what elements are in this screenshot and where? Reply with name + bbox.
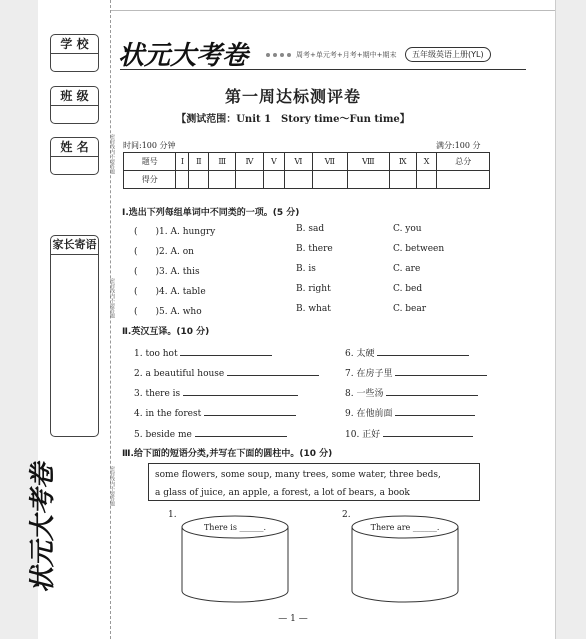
seal-note-3: 密封线内不要答题 [109,466,115,506]
translate-prompt: 9. 在他前面 [345,409,393,419]
cylinder-2[interactable] [350,514,460,604]
series-note: 周考+单元考+月考+期中+期末 [296,51,397,59]
school-label: 学 校 [51,35,98,54]
translate-prompt: 5. beside me [134,430,192,440]
translate-item [134,366,319,379]
parent-message-box [50,235,99,437]
side-logo [18,458,68,598]
answer-blank[interactable] [395,406,475,416]
score-entry[interactable] [284,171,312,189]
top-border [39,10,555,11]
score-entry[interactable] [263,171,284,189]
phrase-box [148,463,480,501]
score-cell: Ⅰ [176,153,189,171]
score-entry[interactable] [236,171,264,189]
score-table-header-row [124,153,490,171]
phrase-line-2: a glass of juice, an apple, a forest, a lot of bears, a book [155,488,410,498]
score-table-score-row [124,171,490,189]
score-entry[interactable] [389,171,416,189]
score-cell: Ⅸ [389,153,416,171]
header-rule [120,69,526,70]
header-logo [118,36,298,76]
score-entry[interactable] [416,171,437,189]
translate-item [134,406,296,419]
time-limit: 时间:100 分钟 [123,141,176,150]
score-cell: Ⅱ [189,153,209,171]
score-entry[interactable] [189,171,209,189]
answer-blank[interactable] [395,366,487,376]
seal-note-1: 密封线内不要答题 [109,134,115,174]
page-title: 第一周达标测评卷 [224,87,361,106]
translate-item [345,386,478,399]
score-cell: Ⅷ [347,153,389,171]
parent-message-label: 家长寄语 [51,236,98,255]
cylinder-2-number: 2. [342,510,351,520]
score-entry[interactable] [347,171,389,189]
translate-item [134,427,287,440]
translate-item [345,427,473,440]
translate-item [345,406,475,419]
translate-item [134,346,272,359]
answer-blank[interactable] [180,346,272,356]
seal-note-2: 密封线内不要答题 [109,278,115,318]
q5-option-b: B. what [296,304,331,314]
score-cell: 总分 [437,153,490,171]
translate-item [345,346,469,359]
score-entry[interactable] [209,171,236,189]
section-2-heading: Ⅱ.英汉互译。(10 分) [122,327,210,337]
score-cell: Ⅹ [416,153,437,171]
translate-prompt: 7. 在房子里 [345,369,393,379]
translate-prompt: 3. there is [134,389,181,399]
cylinder-2-text: There are ______. [370,523,440,532]
score-cell: Ⅳ [236,153,264,171]
cylinder-1-number: 1. [168,510,177,520]
score-cell: Ⅶ [312,153,347,171]
phrase-line-1: some flowers, some soup, many trees, some water, three beds, [155,470,441,480]
translate-prompt: 4. in the forest [134,409,202,419]
q1-option-a: ( )1. A. hungry [134,227,216,237]
q1-option-b: B. sad [296,224,325,234]
answer-blank[interactable] [386,386,478,396]
answer-blank[interactable] [227,366,319,376]
cylinder-1-text: There is ______. [203,523,267,532]
page-number: — 1 — [278,614,308,624]
translate-prompt: 8. 一些汤 [345,389,384,399]
answer-blank[interactable] [183,386,298,396]
score-cell: Ⅵ [284,153,312,171]
translate-prompt: 10. 正好 [345,430,381,440]
score-entry[interactable] [437,171,490,189]
q3-option-b: B. is [296,264,316,274]
score-table [123,152,490,189]
answer-blank[interactable] [383,427,473,437]
q3-option-c: C. are [393,264,421,274]
cylinder-1[interactable] [180,514,290,604]
score-cell: 题号 [124,153,176,171]
q2-option-a: ( )2. A. on [134,247,194,257]
score-entry[interactable] [312,171,347,189]
translate-prompt: 2. a beautiful house [134,369,225,379]
translate-item [134,386,298,399]
q2-option-c: C. between [393,244,445,254]
score-cell: Ⅴ [263,153,284,171]
answer-blank[interactable] [377,346,469,356]
grade-badge: 五年级英语上册(YL) [405,47,491,62]
q1-option-c: C. you [393,224,422,234]
section-1-heading: Ⅰ.选出下列每组单词中不同类的一项。(5 分) [122,208,300,218]
class-label: 班 级 [51,87,98,106]
header-logo-text: 状元大考卷 [118,41,249,71]
q5-option-c: C. bear [393,304,427,314]
school-box [50,34,99,72]
q4-option-c: C. bed [393,284,423,294]
score-cell: Ⅲ [209,153,236,171]
q4-option-a: ( )4. A. table [134,287,206,297]
test-scope: 【测试范围：Unit 1 Story time～Fun time】 [176,114,410,125]
name-label: 姓 名 [51,138,98,157]
section-3-heading: Ⅲ.给下面的短语分类,并写在下面的圆柱中。(10 分) [122,449,333,459]
q3-option-a: ( )3. A. this [134,267,200,277]
side-logo-text: 状元大考卷 [28,462,58,594]
q5-option-a: ( )5. A. who [134,307,202,317]
score-row-label: 得分 [124,171,176,189]
translate-item [345,366,487,379]
answer-blank[interactable] [195,427,287,437]
translate-prompt: 1. too hot [134,349,178,359]
answer-blank[interactable] [204,406,296,416]
q4-option-b: B. right [296,284,331,294]
name-box [50,137,99,175]
q2-option-b: B. there [296,244,333,254]
translate-prompt: 6. 太硬 [345,349,375,359]
score-entry[interactable] [176,171,189,189]
full-score: 满分:100 分 [436,141,481,150]
